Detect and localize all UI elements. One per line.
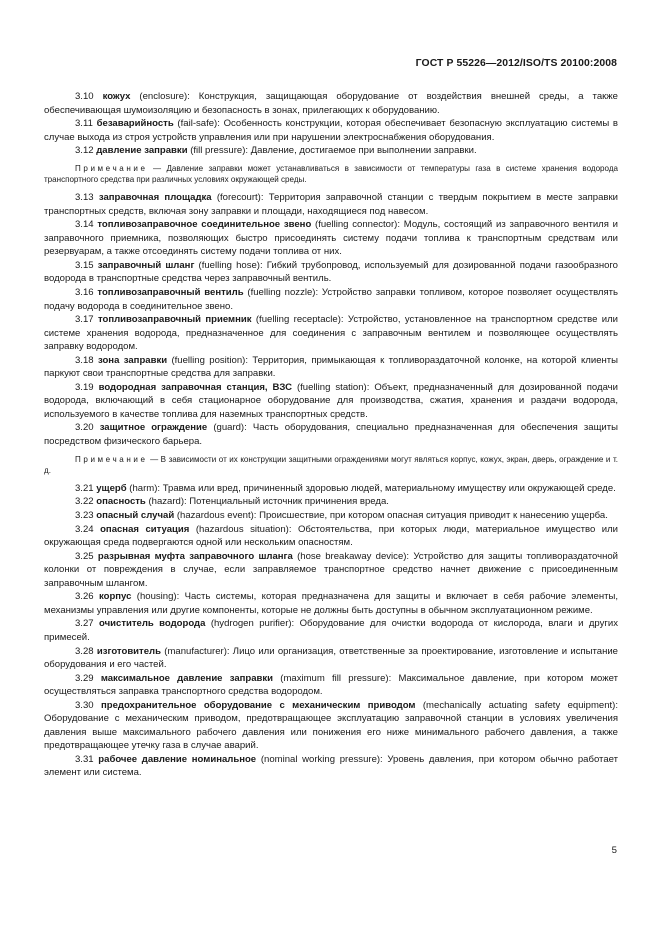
- term: защитное ограждение: [99, 422, 208, 434]
- definition-3-13: [44, 191, 618, 218]
- definition-text: (manufacturer): Лицо или организация, ответственные за проектирование, изготовление и испытание оборудования и его частей.: [44, 645, 618, 671]
- entry-number: 3.21: [75, 482, 94, 494]
- definition-3-11: [44, 117, 618, 144]
- definition-text: (harm): Травма или вред, причиненный здоровью людей, материальному имуществу или окружающей среде.: [126, 482, 616, 494]
- entry-number: 3.31: [75, 753, 94, 765]
- term: корпус: [98, 591, 132, 603]
- term: заправочный шланг: [97, 259, 195, 271]
- term: зона заправки: [97, 354, 168, 366]
- term: опасность: [96, 496, 146, 508]
- term: давление заправки: [96, 145, 188, 157]
- entry-number: 3.14: [75, 219, 94, 231]
- definition-3-16: [44, 286, 618, 313]
- entry-number: 3.18: [75, 354, 94, 366]
- definition-3-30: [44, 699, 618, 753]
- definition-text: (fail-safe): Особенность конструкции, которая обеспечивает безопасную эксплуатацию системы в случае выхода из строя устройств управления или при нарушении электроснабжения оборудования.: [44, 118, 618, 143]
- term: рабочее давление номинальное: [98, 753, 257, 765]
- definition-text: (hose breakaway device): Устройство для защиты топливораздаточной колонки от повреждения в случае, если заправляемое транспортное средство начнет движение с присоединенным заправочным шлангом.: [44, 550, 618, 589]
- definition-3-15: [44, 259, 618, 286]
- entry-number: 3.28: [75, 645, 94, 657]
- definition-3-19: [44, 381, 618, 422]
- entry-number: 3.27: [75, 618, 94, 630]
- note-fill-pressure: [44, 163, 618, 185]
- page-number: 5: [611, 845, 617, 856]
- entry-number: 3.26: [75, 591, 94, 603]
- note-guard: [44, 454, 618, 476]
- term: топливозаправочный приемник: [97, 314, 252, 326]
- definition-text: (fuelling station): Объект, предназначенный для дозированной подачи водорода, включающий в себя стационарное оборудование для производства, сжатия, хранения и раздачи водорода, используемого в качестве топлива для наземных транспортных средств.: [44, 381, 618, 420]
- definition-text: (fuelling nozzle): Устройство заправки топливом, которое позволяет осуществлять подачу водорода в соединительное звено.: [44, 286, 619, 312]
- definition-text: (fuelling connector): Модуль, состоящий из заправочного вентиля и заправочного приемника, позволяющих быстро присоединять систему подачи топлива к транспортным средствам или резервуарам, а также отсоединять систему подачи топлива от них.: [44, 219, 618, 258]
- entry-number: 3.19: [75, 381, 94, 393]
- definition-3-22: [44, 495, 618, 509]
- term: максимальное давление заправки: [100, 672, 274, 684]
- term: топливозаправочный вентиль: [97, 286, 244, 298]
- document-body: [44, 90, 618, 780]
- entry-number: 3.15: [75, 259, 94, 271]
- term: топливозаправочное соединительное звено: [97, 219, 312, 231]
- definition-3-21: [44, 482, 618, 496]
- term: очиститель водорода: [99, 618, 206, 630]
- definition-3-10: [44, 90, 618, 117]
- entry-number: 3.24: [75, 523, 94, 535]
- definition-text: (forecourt): Территория заправочной станции с твердым покрытием в месте заправки транспортных средств, включая зону заправки и площади, находящиеся под навесом.: [44, 192, 618, 217]
- note-label: Примечание: [75, 163, 148, 173]
- term: предохранительное оборудование с механическим приводом: [100, 699, 416, 711]
- entry-number: 3.10: [75, 91, 94, 102]
- definition-3-31: [44, 753, 618, 780]
- definition-text: (housing): Часть системы, которая предназначена для защиты и включает в себя рабочие элементы, механизмы управления или другие компоненты, которые не должны быть доступны в обычном эксплуатационном режиме.: [44, 591, 619, 616]
- term: безаварийность: [96, 118, 174, 130]
- definition-3-23: [44, 509, 618, 523]
- definition-text: (nominal working pressure): Уровень давления, при котором обычно работает элемент или система.: [44, 753, 618, 779]
- definition-text: (fuelling position): Территория, примыкающая к топливораздаточной колонке, на которой клиенты паркуют свои транспортные средства для заправки.: [44, 354, 619, 380]
- entry-number: 3.20: [75, 422, 94, 434]
- definition-text: (fill pressure): Давление, достигаемое при выполнении заправки.: [187, 145, 477, 157]
- entry-number: 3.17: [75, 314, 94, 326]
- definition-3-20: [44, 421, 618, 448]
- entry-number: 3.12: [75, 145, 94, 157]
- definition-text: (hydrogen purifier): Оборудование для очистки водорода от кислорода, влаги и других примесей.: [44, 618, 618, 643]
- entry-number: 3.11: [75, 118, 93, 130]
- term: водородная заправочная станция, ВЗС: [98, 381, 292, 393]
- definition-3-26: [44, 590, 618, 617]
- entry-number: 3.30: [75, 699, 94, 711]
- definition-text: (mechanically actuating safety equipment): Оборудование с механическим приводом, предотвращающее эксплуатацию заправочной станции в условиях увеличения давления выше максимального рабочего давления или понижения его ниже минимального рабочего давления, а также предотвращающее утечку газа в случае аварий.: [44, 699, 619, 752]
- definition-3-17: [44, 313, 618, 354]
- entry-number: 3.25: [75, 550, 94, 562]
- term: опасная ситуация: [100, 523, 190, 535]
- definition-text: (guard): Часть оборудования, специально предназначенная для обеспечения защиты посредством физического барьера.: [44, 422, 619, 447]
- term: изготовитель: [96, 645, 161, 657]
- term: опасный случай: [96, 510, 175, 522]
- term: разрывная муфта заправочного шланга: [97, 550, 293, 562]
- definition-3-24: [44, 523, 618, 550]
- entry-number: 3.13: [75, 192, 94, 204]
- definition-text: (hazardous event): Происшествие, при котором опасная ситуация приводит к нанесению ущерба.: [174, 510, 608, 522]
- term: ущерб: [96, 482, 127, 494]
- definition-text: (hazardous situation): Обстоятельства, при которых люди, материальное имущество или окружающая среда подвергаются одной или нескольким опасностям.: [44, 523, 618, 549]
- entry-number: 3.29: [75, 672, 94, 684]
- term: заправочная площадка: [98, 192, 212, 204]
- definition-3-18: [44, 354, 618, 381]
- note-label: Примечание: [75, 454, 148, 464]
- entry-number: 3.16: [75, 286, 94, 298]
- entry-number: 3.22: [75, 496, 94, 508]
- definition-3-25: [44, 550, 618, 591]
- definition-3-29: [44, 672, 618, 699]
- document-header: ГОСТ Р 55226—2012/ISO/TS 20100:2008: [415, 58, 617, 69]
- note-text: — В зависимости от их конструкции защитными ограждениями могут являться корпус, кожух, экран, дверь, ограждение и т. д.: [44, 454, 618, 475]
- term: кожух: [102, 91, 131, 102]
- definition-text: (hazard): Потенциальный источник причинения вреда.: [145, 496, 389, 508]
- definition-3-12: [44, 144, 618, 158]
- definition-text: (fuelling hose): Гибкий трубопровод, используемый для дозированной подачи газообразного водорода в транспортные средства через заправочный вентиль.: [44, 259, 618, 285]
- entry-number: 3.23: [75, 510, 94, 522]
- definition-text: (enclosure): Конструкция, защищающая оборудование от воздействия внешней среды, а также обеспечивающая шумоизоляцию и безопасность в зонах, прилегающих к оборудованию.: [44, 91, 618, 116]
- note-text: — Давление заправки может устанавливаться в зависимости от температуры газа в системе хранения водорода транспортного средства при различных условиях окружающей среды.: [44, 163, 618, 184]
- definition-text: (fuelling receptacle): Устройство, установленное на транспортном средстве или системе хранения водорода, предназначенное для соединения с заправочным вентилем и позволяющее осуществлять заправку водородом.: [44, 314, 618, 353]
- definition-3-14: [44, 218, 618, 259]
- definition-3-27: [44, 617, 618, 644]
- definition-text: (maximum fill pressure): Максимальное давление, при котором может осуществляться заправка транспортного средства водородом.: [44, 672, 618, 698]
- definition-3-28: [44, 645, 618, 672]
